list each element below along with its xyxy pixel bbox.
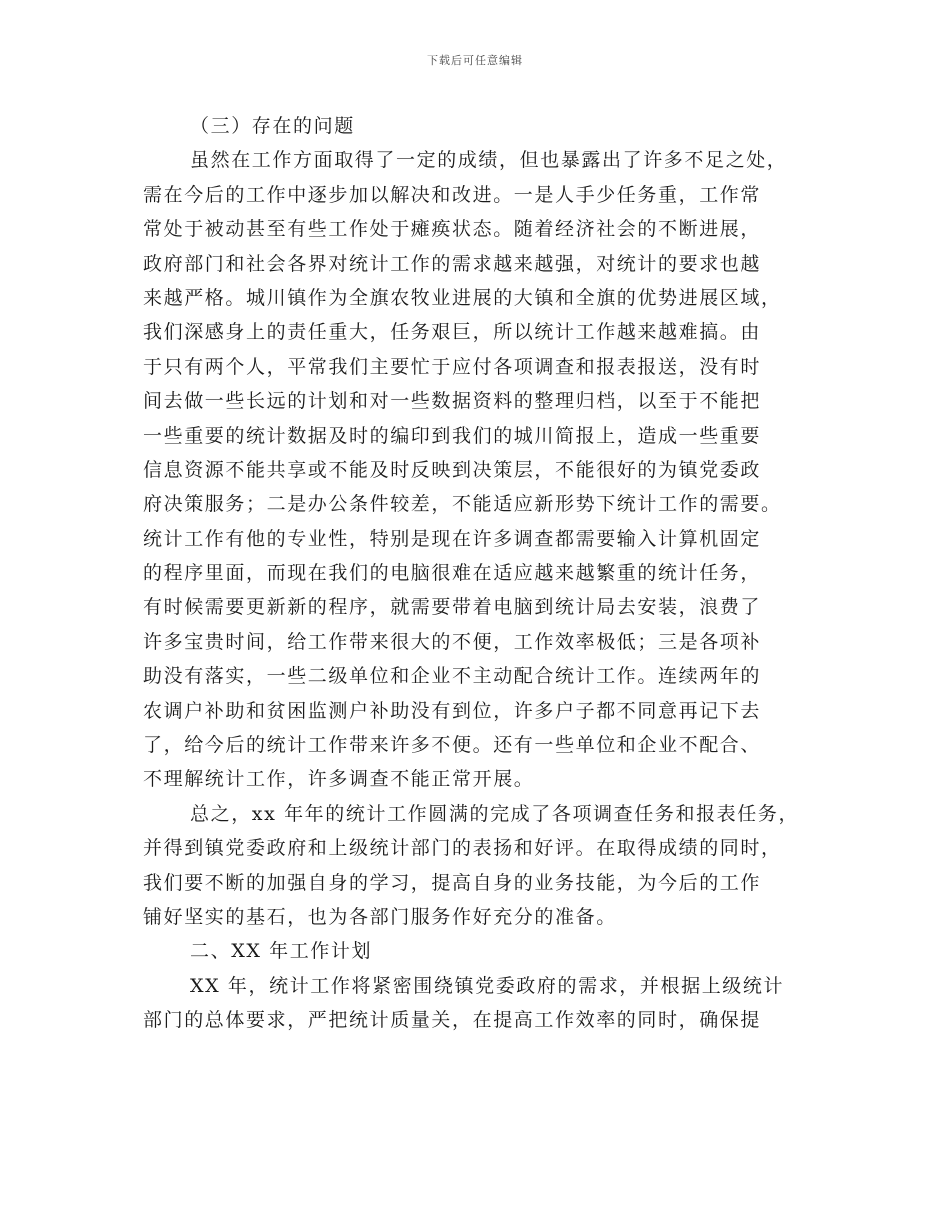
text-line: 来越严格。城川镇作为全旗农牧业进展的大镇和全旗的优势进展区域， (143, 286, 782, 309)
text-line: 府决策服务；二是办公条件较差，不能适应新形势下统计工作的需要。 (143, 493, 782, 516)
page-header: 下载后可任意编辑 (427, 54, 523, 67)
text-line: 农调户补助和贫困监测户补助没有到位，许多户子都不同意再记下去 (143, 699, 762, 722)
text-line: 许多宝贵时间，给工作带来很大的不便，工作效率极低；三是各项补 (143, 630, 762, 653)
text-line: （三）存在的问题 (190, 115, 355, 137)
text-line: XX 年，统计工作将紧密围绕镇党委政府的需求，并根据上级统计 (190, 974, 785, 997)
text-line: 我们深感身上的责任重大，任务艰巨，所以统计工作越来越难搞。由 (143, 321, 762, 344)
text-line: 部门的总体要求，严把统计质量关，在提高工作效率的同时，确保提 (143, 1009, 762, 1032)
text-line: 了，给今后的统计工作带来许多不便。还有一些单位和企业不配合、 (143, 734, 762, 757)
text-line: 信息资源不能共享或不能及时反映到决策层，不能很好的为镇党委政 (143, 458, 762, 481)
text-line: 铺好坚实的基石，也为各部门服务作好充分的准备。 (143, 905, 617, 928)
text-line: 不理解统计工作，许多调查不能正常开展。 (143, 768, 535, 791)
text-line: 常处于被动甚至有些工作处于瘫痪状态。随着经济社会的不断进展， (143, 218, 762, 241)
text-line: 一些重要的统计数据及时的编印到我们的城川简报上，造成一些重要 (143, 424, 762, 447)
text-line: 有时候需要更新新的程序，就需要带着电脑到统计局去安装，浪费了 (143, 596, 762, 619)
text-line: 需在今后的工作中逐步加以解决和改进。一是人手少任务重，工作常 (143, 183, 762, 206)
text-line: 助没有落实，一些二级单位和企业不主动配合统计工作。连续两年的 (143, 665, 762, 688)
text-line: 的程序里面，而现在我们的电脑很难在适应越来越繁重的统计任务， (143, 562, 762, 585)
text-line: 二、XX 年工作计划 (190, 940, 373, 963)
text-line: 虽然在工作方面取得了一定的成绩，但也暴露出了许多不足之处， (190, 149, 788, 172)
text-line: 并得到镇党委政府和上级统计部门的表扬和好评。在取得成绩的同时， (143, 837, 782, 860)
text-line: 总之，xx 年年的统计工作圆满的完成了各项调查任务和报表任务， (190, 802, 800, 825)
document-body (143, 109, 823, 1038)
text-line: 于只有两个人，平常我们主要忙于应付各项调查和报表报送，没有时 (143, 355, 762, 378)
text-line: 我们要不断的加强自身的学习，提高自身的业务技能，为今后的工作 (143, 871, 762, 894)
text-line: 统计工作有他的专业性，特别是现在许多调查都需要输入计算机固定 (143, 527, 762, 550)
text-line: 政府部门和社会各界对统计工作的需求越来越强，对统计的要求也越 (143, 252, 762, 275)
text-line: 间去做一些长远的计划和对一些数据资料的整理归档，以至于不能把 (143, 390, 762, 413)
